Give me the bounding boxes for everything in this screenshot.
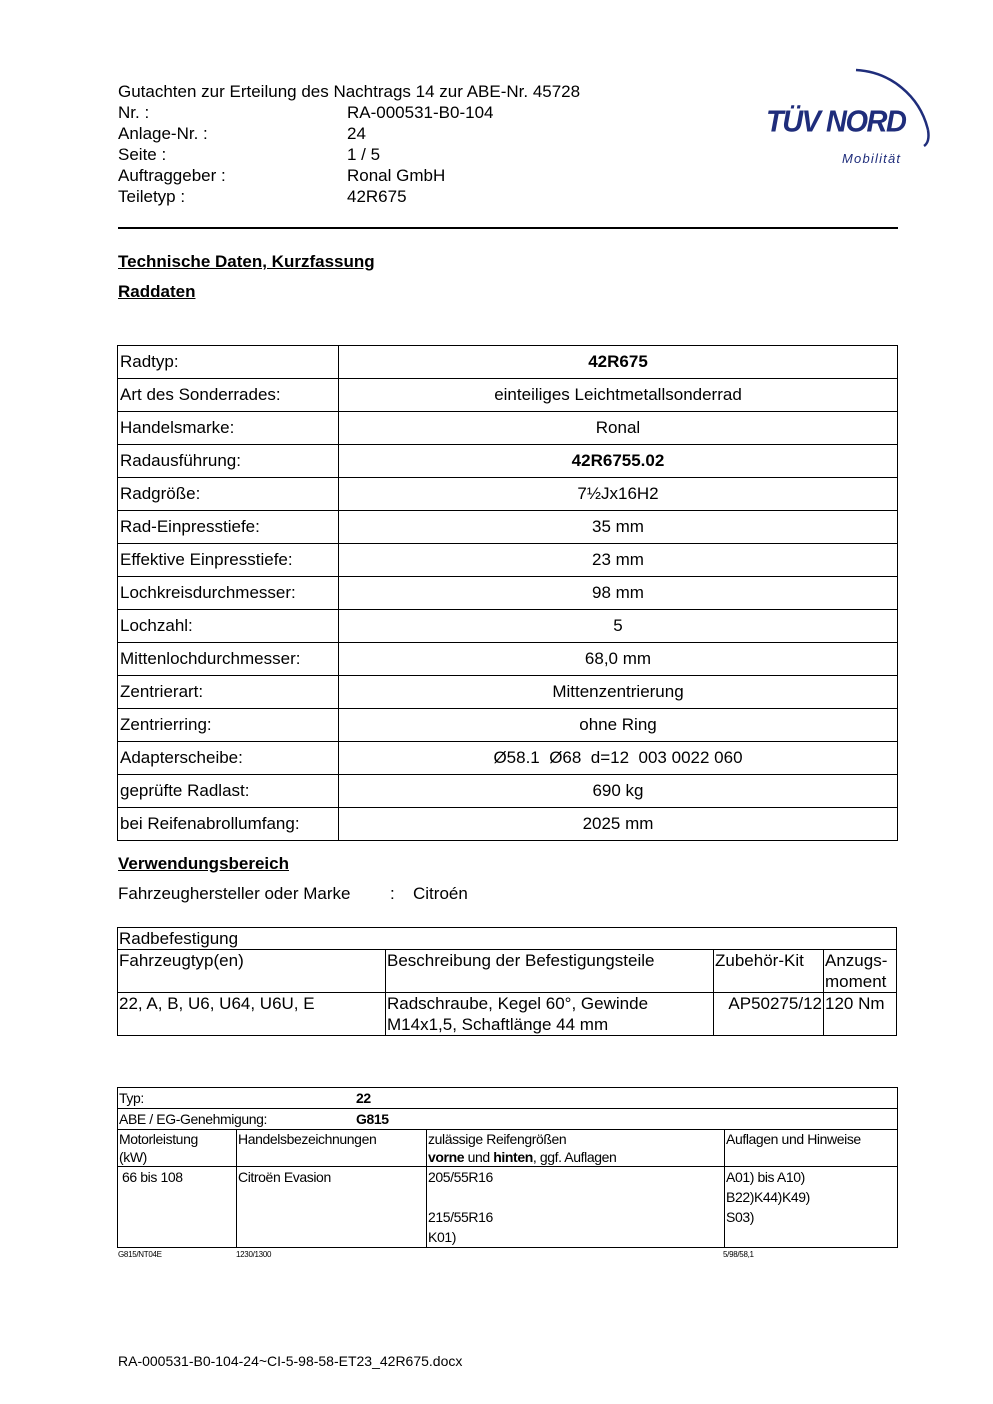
table-title: Radbefestigung [118,928,897,950]
table-row [118,775,898,808]
cell-line: Radschraube, Kegel 60°, Gewinde [387,994,649,1013]
row-label: geprüfte Radlast: [118,775,339,808]
row-label: Lochkreisdurchmesser: [118,577,339,610]
header-label: Auftraggeber : [118,166,226,185]
header-divider [118,227,898,229]
header-value: Ronal GmbH [347,166,446,185]
header-value: 24 [347,124,366,143]
row-value: 7½Jx16H2 [339,478,898,511]
col-header-line: moment [825,972,887,991]
table-row [118,1109,898,1130]
typ-label: Typ: [119,1090,144,1106]
col-header-line [428,1148,723,1166]
header-label: Nr. : [118,103,150,122]
header-value: 42R675 [347,187,407,206]
row-value: einteiliges Leichtmetallsonderrad [339,379,898,412]
row-value: Mittenzentrierung [339,676,898,709]
reifen-hinten: hinten [493,1149,533,1165]
table-row [118,346,898,379]
row-label: Handelsmarke: [118,412,339,445]
row-value: Ronal [339,412,898,445]
col-header-line: (kW) [119,1149,147,1165]
table-row [118,993,897,1036]
header-label: Teiletyp : [118,187,186,206]
row-value: 42R6755.02 [339,445,898,478]
row-label: Zentrierring: [118,709,339,742]
table-row [118,1088,898,1109]
cell-kit: AP50275/12 [714,993,824,1036]
typ-value: 22 [356,1090,371,1106]
cell-beschreibung [386,993,714,1036]
header-value: 1 / 5 [347,145,381,164]
section-raddaten: Raddaten [118,282,196,301]
col-header-motor [118,1130,237,1167]
typ-row [118,1088,898,1109]
table-row [118,742,898,775]
table-row [118,379,898,412]
fahrzeughersteller-sep: : [390,884,395,903]
section-technische-daten: Technische Daten, Kurzfassung [118,252,375,271]
header-label: Anlage-Nr. : [118,124,208,143]
row-label: Rad-Einpresstiefe: [118,511,339,544]
fahrzeughersteller-value: Citroén [413,884,468,903]
col-header: Beschreibung der Befestigungsteile [386,950,714,993]
row-label: Lochzahl: [118,610,339,643]
row-value: 42R675 [339,346,898,379]
table-row [118,643,898,676]
raddaten-table [117,345,898,841]
cell-moment: 120 Nm [824,993,897,1036]
table-row [118,544,898,577]
col-header: Zubehör-Kit [714,950,824,993]
table-row [118,511,898,544]
header-row-seite [118,144,381,165]
row-value: Ø58.1 Ø68 d=12 003 0022 060 [339,742,898,775]
header-row-nr [118,102,494,123]
header-row-auftraggeber [118,165,446,186]
cell-line: S03) [726,1209,754,1225]
col-header-line: Motorleistung [119,1131,198,1147]
row-value: ohne Ring [339,709,898,742]
row-value: 98 mm [339,577,898,610]
header-row-anlage [118,123,366,144]
table-row [118,676,898,709]
cell-reifen [427,1167,725,1248]
note-mid: 1230/1300 [236,1250,272,1259]
row-label: Effektive Einpresstiefe: [118,544,339,577]
row-label: Adapterscheibe: [118,742,339,775]
radbefestigung-table [117,927,897,1036]
table-header-row [118,1130,898,1167]
row-label: Mittenlochdurchmesser: [118,643,339,676]
cell-line: A01) bis A10) [726,1169,805,1185]
row-label: bei Reifenabrollumfang: [118,808,339,841]
row-value: 5 [339,610,898,643]
cell-auflagen [725,1167,898,1248]
table-row [118,478,898,511]
row-value: 23 mm [339,544,898,577]
col-header-line: zulässige Reifengrößen [428,1131,567,1147]
cell-spacer [428,1187,723,1207]
row-label: Radausführung: [118,445,339,478]
col-header-reifen [427,1130,725,1167]
note-left: G815/NT04E [118,1250,162,1259]
cell-line: K01) [428,1229,456,1245]
fahrzeughersteller-label: Fahrzeughersteller oder Marke [118,884,351,903]
cell-line: M14x1,5, Schaftlänge 44 mm [387,1015,609,1034]
tuev-nord-logo [760,58,940,170]
table-row [118,610,898,643]
row-value: 68,0 mm [339,643,898,676]
table-row [118,709,898,742]
note-right: 5/98/58,1 [723,1250,754,1259]
reifen-vorne: vorne [428,1149,465,1165]
abe-label: ABE / EG-Genehmigung: [119,1111,268,1127]
cell-handel: Citroën Evasion [237,1167,427,1248]
table-row [118,412,898,445]
col-header-auflagen: Auflagen und Hinweise [725,1130,898,1167]
abe-row [118,1109,898,1130]
header-row-teiletyp [118,186,407,207]
row-label: Radtyp: [118,346,339,379]
row-label: Radgröße: [118,478,339,511]
reifen-und: und [464,1149,494,1165]
cell-line: B22)K44)K49) [726,1189,810,1205]
logo-text: TÜV NORD [766,105,906,139]
table-row [118,577,898,610]
header-value: RA-000531-B0-104 [347,103,494,122]
row-label: Zentrierart: [118,676,339,709]
row-value: 35 mm [339,511,898,544]
typ-table [117,1087,898,1248]
cell-line: 205/55R16 [428,1169,493,1185]
table-header-row [118,950,897,993]
col-header-handel: Handelsbezeichnungen [237,1130,427,1167]
reifen-auflagen: , ggf. Auflagen [532,1149,617,1165]
section-verwendungsbereich: Verwendungsbereich [118,854,289,873]
table-row [118,808,898,841]
logo-subtitle: Mobilität [842,151,902,166]
cell-motor: 66 bis 108 [118,1167,237,1248]
col-header: Fahrzeugtyp(en) [118,950,386,993]
header-label: Seite : [118,145,167,164]
row-value: 2025 mm [339,808,898,841]
row-label: Art des Sonderrades: [118,379,339,412]
table-row [118,445,898,478]
cell-typen: 22, A, B, U6, U64, U6U, E [118,993,386,1036]
footer-filename: RA-000531-B0-104-24~CI-5-98-58-ET23_42R675.docx [118,1353,463,1369]
table-row [118,1167,898,1248]
abe-value: G815 [356,1111,389,1127]
cell-line: 215/55R16 [428,1209,493,1225]
col-header-line: Anzugs- [825,951,888,970]
document-title: Gutachten zur Erteilung des Nachtrags 14 zur ABE-Nr. 45728 [118,82,581,101]
col-header-anzugsmoment [824,950,897,993]
row-value: 690 kg [339,775,898,808]
table-row [118,928,897,950]
